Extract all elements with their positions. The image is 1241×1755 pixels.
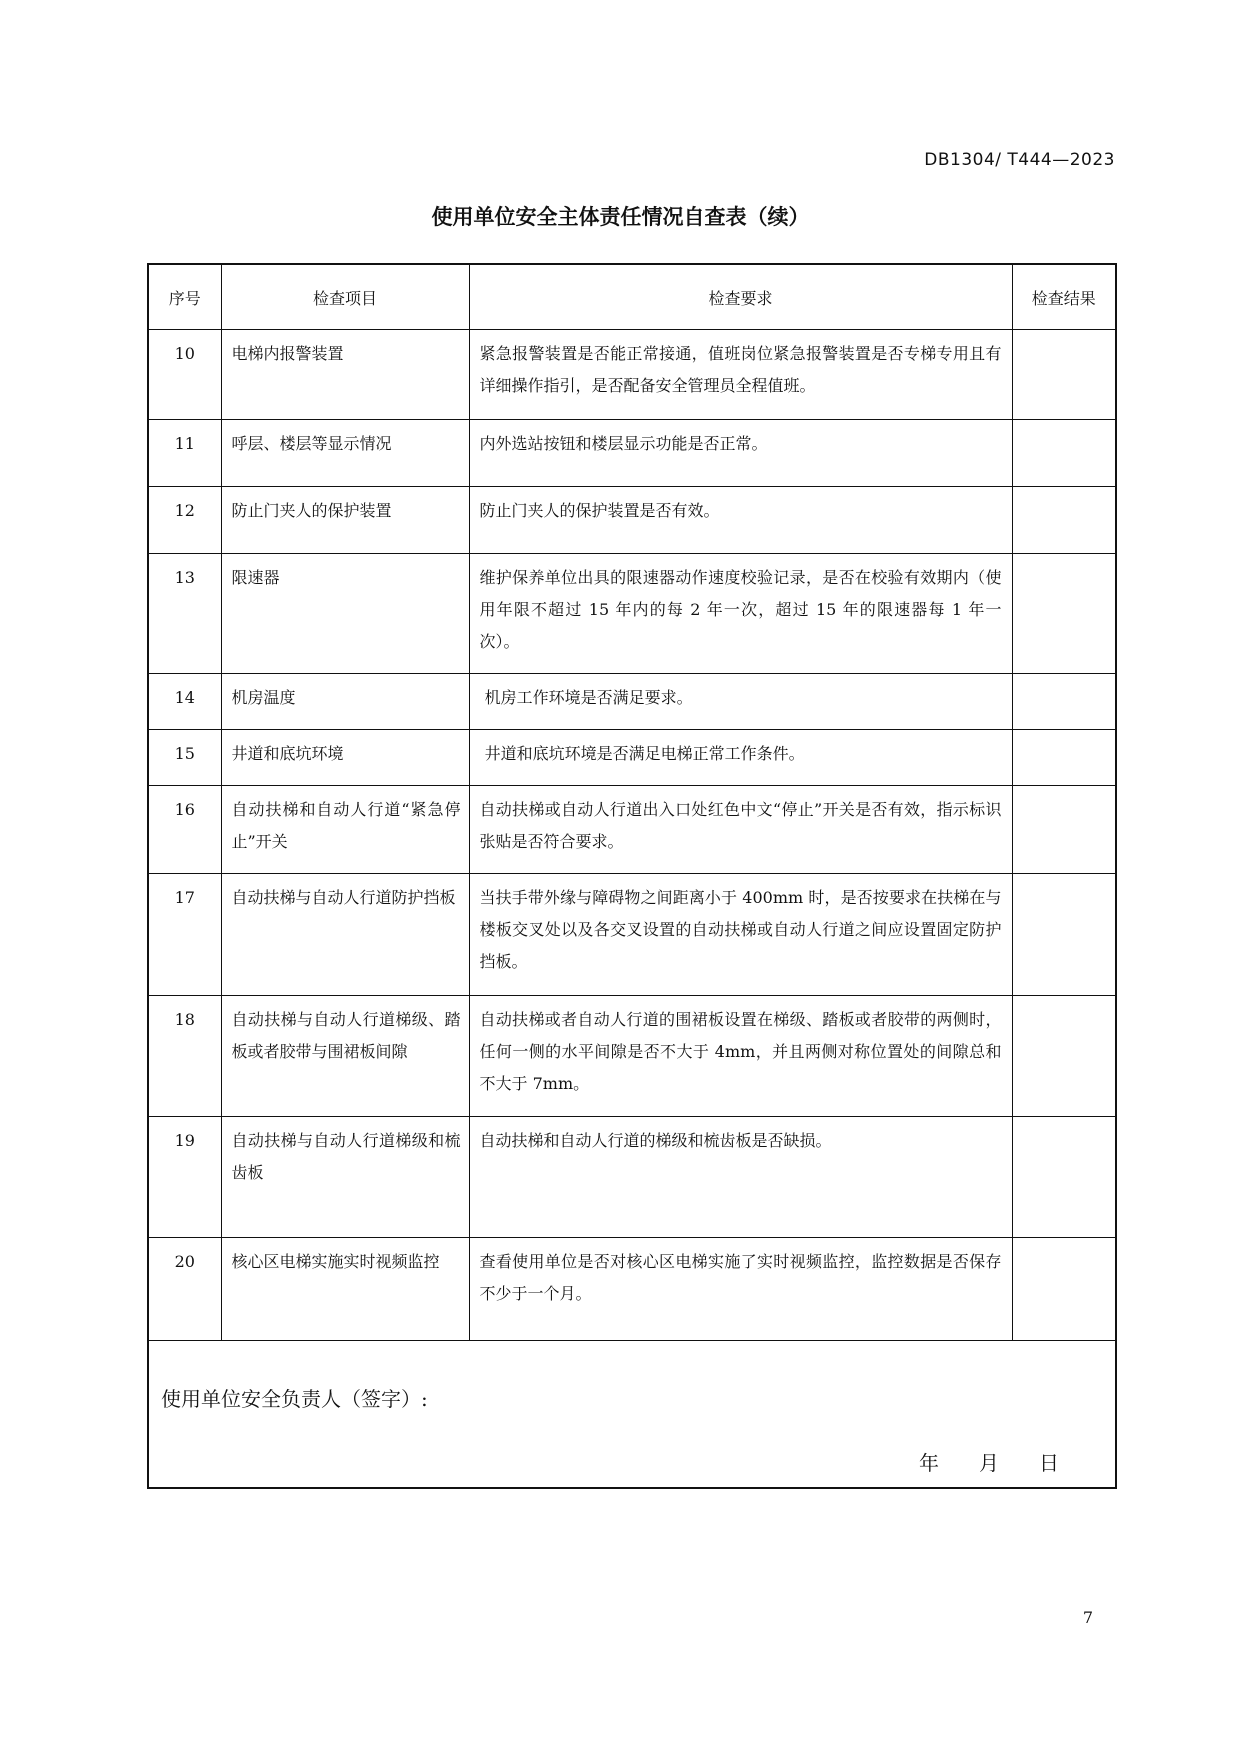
- column-header-requirement: 检查要求: [469, 264, 1012, 330]
- table-row: [148, 874, 1116, 996]
- row-number: 19: [148, 1117, 221, 1238]
- table-row: [148, 1238, 1116, 1341]
- checklist-table: [147, 263, 1117, 1489]
- row-number: 10: [148, 330, 221, 420]
- column-header-item: 检查项目: [221, 264, 469, 330]
- row-requirement: 紧急报警装置是否能正常接通，值班岗位紧急报警装置是否专梯专用且有详细操作指引，是否配备安全管理员全程值班。: [469, 330, 1012, 420]
- table-row: [148, 1117, 1116, 1238]
- row-requirement: 内外选站按钮和楼层显示功能是否正常。: [469, 420, 1012, 487]
- table-row: [148, 330, 1116, 420]
- row-requirement: 防止门夹人的保护装置是否有效。: [469, 487, 1012, 554]
- row-requirement: 查看使用单位是否对核心区电梯实施了实时视频监控，监控数据是否保存不少于一个月。: [469, 1238, 1012, 1341]
- document-code: DB1304/ T444—2023: [924, 150, 1115, 170]
- row-item: 机房温度: [221, 674, 469, 730]
- row-result-cell[interactable]: [1012, 330, 1116, 420]
- row-item: 呼层、楼层等显示情况: [221, 420, 469, 487]
- table-row: [148, 554, 1116, 674]
- row-item: 防止门夹人的保护装置: [221, 487, 469, 554]
- row-result-cell[interactable]: [1012, 786, 1116, 874]
- row-number: 18: [148, 996, 221, 1117]
- row-result-cell[interactable]: [1012, 674, 1116, 730]
- row-result-cell[interactable]: [1012, 554, 1116, 674]
- signature-label: 使用单位安全负责人（签字）:: [161, 1387, 428, 1411]
- row-item: 井道和底坑环境: [221, 730, 469, 786]
- signature-row: [148, 1341, 1116, 1489]
- page-number: 7: [1082, 1608, 1093, 1627]
- row-number: 14: [148, 674, 221, 730]
- table-row: [148, 420, 1116, 487]
- date-month-label: 月: [979, 1451, 999, 1475]
- column-header-number: 序号: [148, 264, 221, 330]
- table-row: [148, 674, 1116, 730]
- table-row: [148, 487, 1116, 554]
- row-item: 核心区电梯实施实时视频监控: [221, 1238, 469, 1341]
- signature-date: [879, 1447, 1059, 1479]
- row-number: 13: [148, 554, 221, 674]
- row-requirement: 维护保养单位出具的限速器动作速度校验记录，是否在校验有效期内（使用年限不超过 15 年内的每 2 年一次，超过 15 年的限速器每 1 年一次）。: [469, 554, 1012, 674]
- row-result-cell[interactable]: [1012, 487, 1116, 554]
- row-number: 15: [148, 730, 221, 786]
- row-number: 16: [148, 786, 221, 874]
- date-day-label: 日: [1039, 1451, 1059, 1475]
- row-item: 自动扶梯与自动人行道梯级、踏板或者胶带与围裙板间隙: [221, 996, 469, 1117]
- row-result-cell[interactable]: [1012, 730, 1116, 786]
- row-item: 自动扶梯和自动人行道“紧急停止”开关: [221, 786, 469, 874]
- row-number: 11: [148, 420, 221, 487]
- row-item: 自动扶梯与自动人行道梯级和梳齿板: [221, 1117, 469, 1238]
- row-result-cell[interactable]: [1012, 420, 1116, 487]
- row-item: 自动扶梯与自动人行道防护挡板: [221, 874, 469, 996]
- date-year-label: 年: [919, 1451, 939, 1475]
- row-requirement: 自动扶梯或者自动人行道的围裙板设置在梯级、踏板或者胶带的两侧时，任何一侧的水平间隙是否不大于 4mm，并且两侧对称位置处的间隙总和不大于 7mm。: [469, 996, 1012, 1117]
- row-result-cell[interactable]: [1012, 1238, 1116, 1341]
- row-requirement: 自动扶梯和自动人行道的梯级和梳齿板是否缺损。: [469, 1117, 1012, 1238]
- row-requirement: 机房工作环境是否满足要求。: [469, 674, 1012, 730]
- row-requirement: 井道和底坑环境是否满足电梯正常工作条件。: [469, 730, 1012, 786]
- table-row: [148, 786, 1116, 874]
- table-header-row: [148, 264, 1116, 330]
- row-requirement: 当扶手带外缘与障碍物之间距离小于 400mm 时，是否按要求在扶梯在与楼板交叉处以及各交叉设置的自动扶梯或自动人行道之间应设置固定防护挡板。: [469, 874, 1012, 996]
- row-result-cell[interactable]: [1012, 1117, 1116, 1238]
- row-requirement: 自动扶梯或自动人行道出入口处红色中文“停止”开关是否有效，指示标识张贴是否符合要求。: [469, 786, 1012, 874]
- row-item: 限速器: [221, 554, 469, 674]
- row-result-cell[interactable]: [1012, 874, 1116, 996]
- table-row: [148, 730, 1116, 786]
- row-item: 电梯内报警装置: [221, 330, 469, 420]
- column-header-result: 检查结果: [1012, 264, 1116, 330]
- row-number: 12: [148, 487, 221, 554]
- table-row: [148, 996, 1116, 1117]
- page-title: 使用单位安全主体责任情况自查表（续）: [431, 205, 810, 229]
- row-result-cell[interactable]: [1012, 996, 1116, 1117]
- row-number: 17: [148, 874, 221, 996]
- row-number: 20: [148, 1238, 221, 1341]
- signature-cell[interactable]: [148, 1341, 1116, 1489]
